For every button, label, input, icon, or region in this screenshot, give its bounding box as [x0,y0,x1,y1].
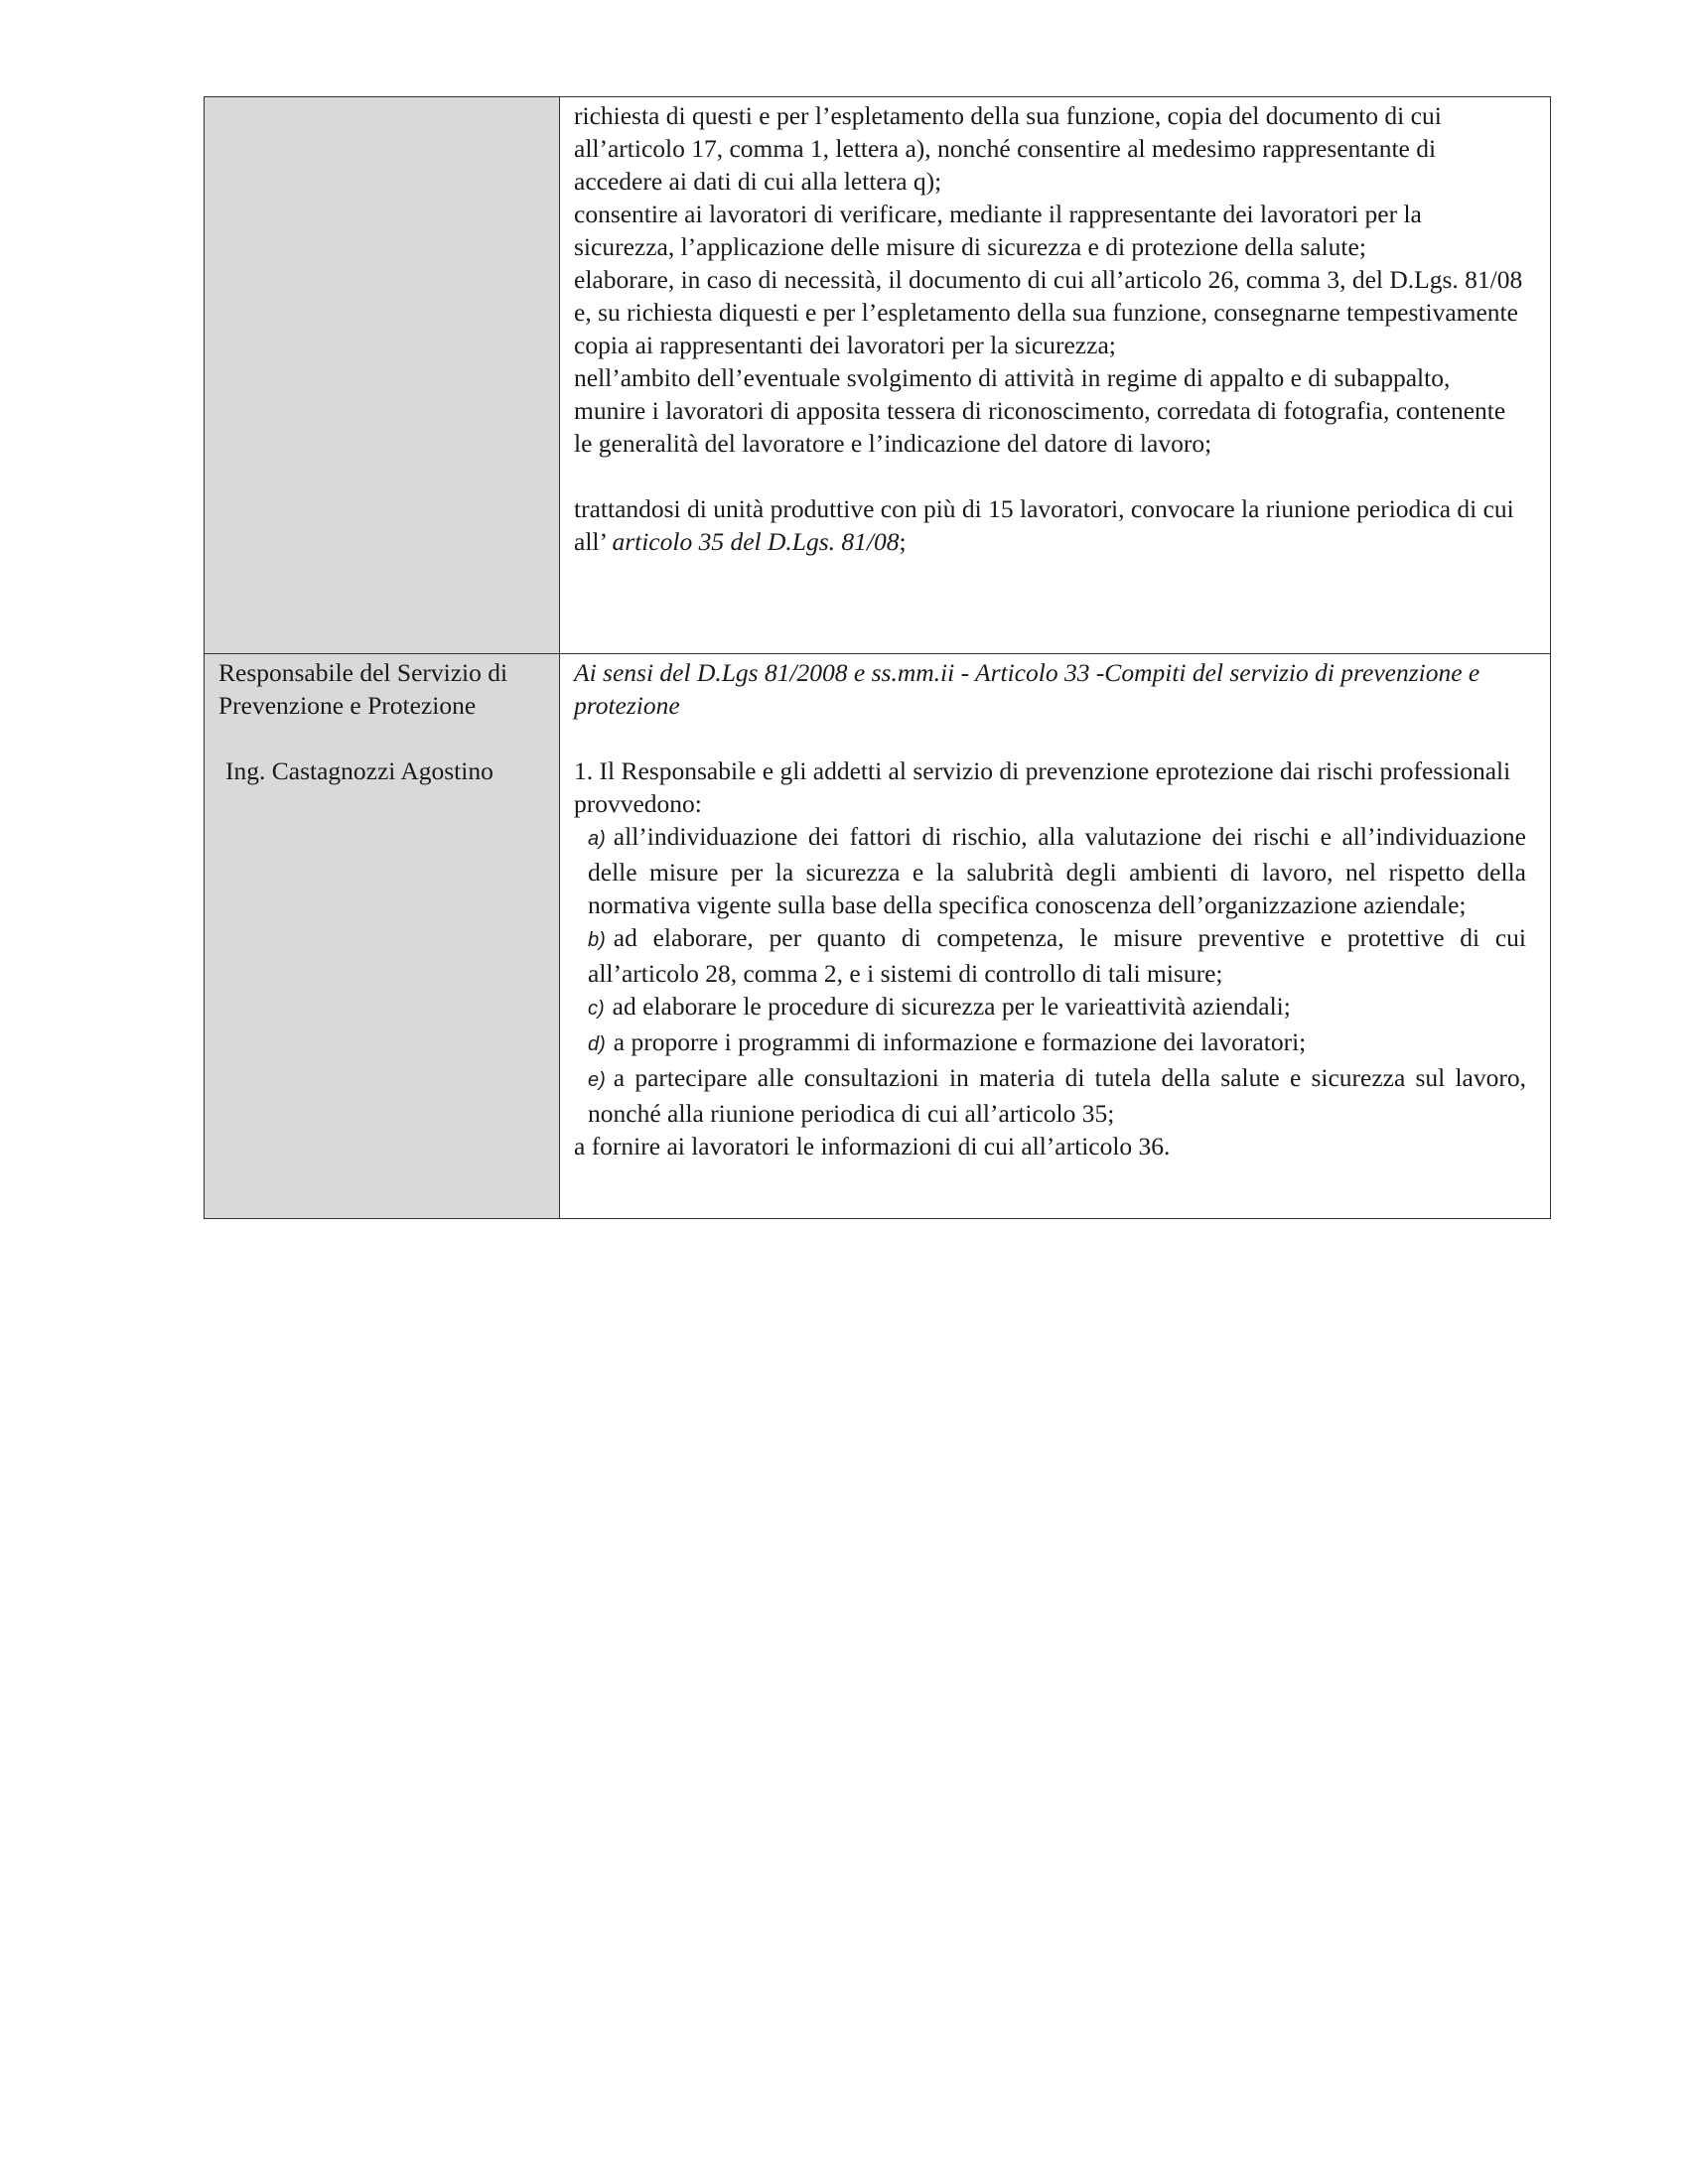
duty-paragraph-meeting [574,492,1526,558]
intro-paragraph: 1. Il Responsabile e gli addetti al servizio di prevenzione eprotezione dai rischi professionali provvedono: [574,756,1511,818]
role-cell-empty [205,97,560,654]
item-letter: c) [588,998,605,1020]
duties-cell [560,654,1551,1219]
closing-paragraph: a fornire ai lavoratori le informazioni di cui all’articolo 36. [574,1132,1171,1160]
duty-paragraph: richiesta di questi e per l’espletamento della sua funzione, copia del documento di cui all’articolo 17, comma 1, lettera a), nonché consentire al medesimo rappresentante di accedere ai dati di cui alla lettera q); [574,101,1442,196]
item-letter: b) [588,929,606,951]
duty-paragraph: elaborare, in caso di necessità, il documento di cui all’articolo 26, comma 3, del D.Lgs. 81/08 e, su richiesta diquesti e per l’espletamento della sua funzione, consegnarne tempestivamente copia ai rappresentanti dei lavoratori per la sicurezza; [574,265,1523,359]
item-text: ad elaborare le procedure di sicurezza per le varieattività aziendali; [612,992,1291,1021]
role-title: Responsabile del Servizio di Prevenzione e Protezione [218,658,508,720]
article-reference: articolo 35 del D.Lgs. 81/08 [612,527,900,556]
list-item [574,1025,1526,1061]
item-letter: a) [588,828,606,850]
duty-paragraph: consentire ai lavoratori di verificare, mediante il rappresentante dei lavoratori per la sicurezza, l’applicazione delle misure di sicurezza e di protezione della salute; [574,200,1422,261]
item-text: all’individuazione dei fattori di rischio, alla valutazione dei rischi e all’individuazione delle misure per la sicurezza e la salubrità degli ambienti di lavoro, nel rispetto della normativa vigente sulla base della specifica conoscenza dell’organizzazione aziendale; [588,822,1526,919]
list-item [574,990,1526,1025]
list-item [574,820,1526,921]
person-name: Ing. Castagnozzi Agostino [225,756,493,785]
legal-heading: Ai sensi del D.Lgs 81/2008 e ss.mm.ii - Articolo 33 -Compiti del servizio di prevenzione e protezione [574,658,1480,720]
table-row [205,654,1551,1219]
meeting-text: trattandosi di unità produttive con più di 15 lavoratori, convocare la riunione periodica di cui all’ [574,494,1514,556]
duty-list [574,820,1526,1130]
meeting-text-end: ; [899,527,907,556]
duty-paragraph: nell’ambito dell’eventuale svolgimento di attività in regime di appalto e di subappalto, munire i lavoratori di apposita tessera di riconoscimento, corredata di fotografia, contenente le generalità del lavoratore e l’indicazione del datore di lavoro; [574,363,1506,458]
list-item [574,1061,1526,1130]
table-row [205,97,1551,654]
item-text: a proporre i programmi di informazione e formazione dei lavoratori; [613,1027,1307,1056]
role-cell [205,654,560,1219]
item-letter: d) [588,1033,606,1055]
item-letter: e) [588,1069,606,1091]
item-text: ad elaborare, per quanto di competenza, le misure preventive e protettive di cui all’articolo 28, comma 2, e i sistemi di controllo di tali misure; [588,923,1526,988]
item-text: a partecipare alle consultazioni in materia di tutela della salute e sicurezza sul lavoro, nonché alla riunione periodica di cui all’articolo 35; [588,1063,1526,1128]
list-item [574,921,1526,990]
duties-cell [560,97,1551,654]
responsibilities-table [204,96,1551,1219]
